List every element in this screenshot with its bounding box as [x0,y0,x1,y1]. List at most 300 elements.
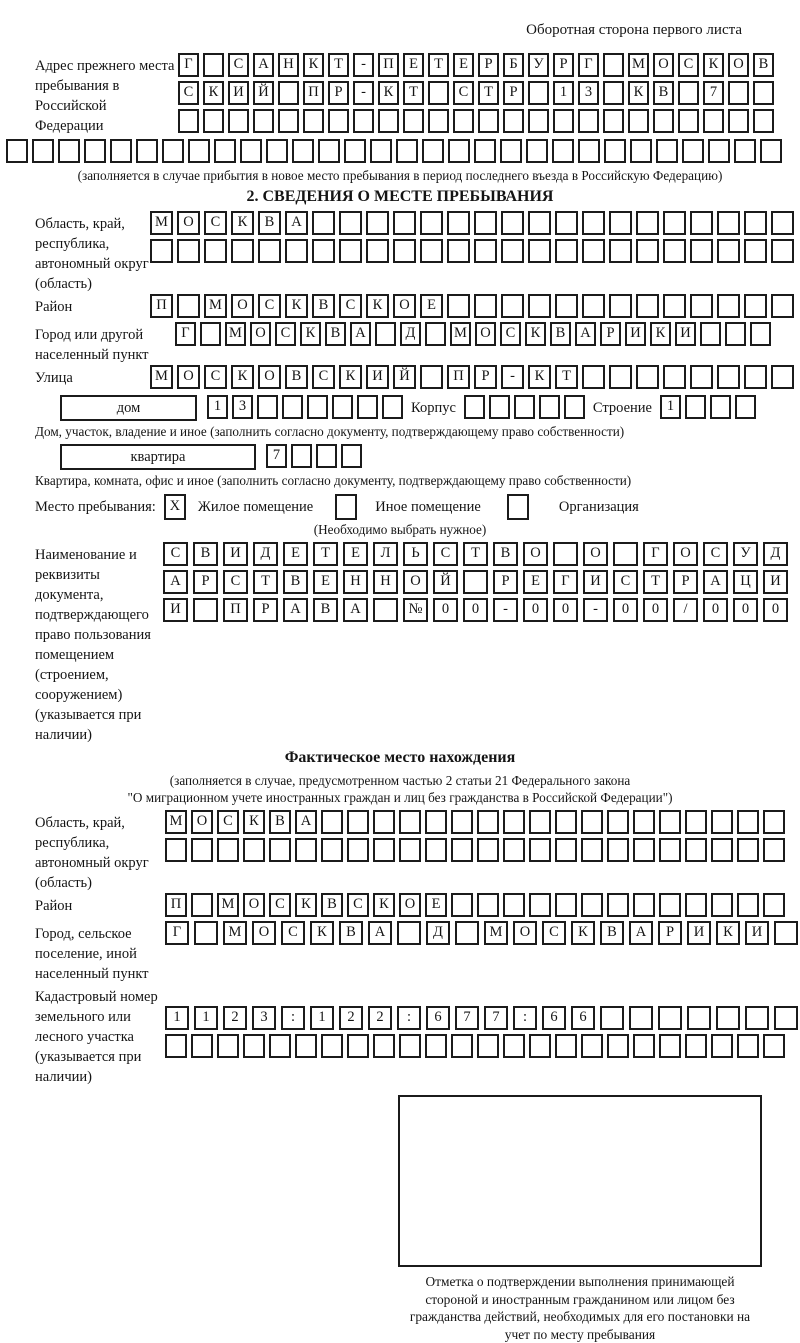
char-cell[interactable]: А [343,598,368,622]
char-cell[interactable] [269,1034,291,1058]
char-cell[interactable] [307,395,328,419]
char-cell[interactable] [708,139,730,163]
char-cell[interactable] [529,838,551,862]
char-cell[interactable] [553,109,574,133]
char-cell[interactable]: В [600,921,624,945]
char-cell[interactable] [703,109,724,133]
char-cell[interactable] [165,1034,187,1058]
char-cell[interactable] [243,838,265,862]
char-cell[interactable]: В [285,365,308,389]
char-cell[interactable] [656,139,678,163]
char-cell[interactable]: 7 [484,1006,508,1030]
char-cell[interactable] [711,1034,733,1058]
char-cell[interactable] [613,542,638,566]
char-cell[interactable] [734,139,756,163]
char-cell[interactable] [663,211,686,235]
char-cell[interactable] [316,444,337,468]
char-cell[interactable] [269,838,291,862]
char-cell[interactable]: В [550,322,571,346]
char-cell[interactable] [607,1034,629,1058]
char-cell[interactable]: 7 [266,444,287,468]
char-cell[interactable] [464,395,485,419]
char-cell[interactable] [682,139,704,163]
char-cell[interactable]: Т [403,81,424,105]
char-cell[interactable] [231,239,254,263]
char-cell[interactable]: П [165,893,187,917]
char-cell[interactable]: С [433,542,458,566]
char-cell[interactable] [328,109,349,133]
char-cell[interactable]: Р [474,365,497,389]
char-cell[interactable] [136,139,158,163]
char-cell[interactable] [373,598,398,622]
char-cell[interactable] [581,810,603,834]
char-cell[interactable] [447,239,470,263]
char-cell[interactable]: С [223,570,248,594]
char-cell[interactable]: И [366,365,389,389]
char-cell[interactable] [382,395,403,419]
char-cell[interactable]: - [353,53,374,77]
char-cell[interactable] [609,294,632,318]
char-cell[interactable]: И [223,542,248,566]
char-cell[interactable]: С [269,893,291,917]
char-cell[interactable]: 0 [463,598,488,622]
char-cell[interactable] [58,139,80,163]
char-cell[interactable]: К [243,810,265,834]
char-cell[interactable]: Д [400,322,421,346]
char-cell[interactable] [678,81,699,105]
char-cell[interactable] [760,139,782,163]
char-cell[interactable] [347,838,369,862]
char-cell[interactable]: В [321,893,343,917]
char-cell[interactable]: 7 [455,1006,479,1030]
char-cell[interactable] [528,294,551,318]
char-cell[interactable] [318,139,340,163]
char-cell[interactable]: Р [673,570,698,594]
char-cell[interactable] [422,139,444,163]
char-cell[interactable] [321,810,343,834]
char-cell[interactable] [659,893,681,917]
char-cell[interactable]: В [193,542,218,566]
char-cell[interactable]: С [453,81,474,105]
char-cell[interactable] [420,211,443,235]
char-cell[interactable]: 7 [703,81,724,105]
char-cell[interactable]: Р [503,81,524,105]
char-cell[interactable] [555,1034,577,1058]
char-cell[interactable] [771,239,794,263]
char-cell[interactable] [687,1006,711,1030]
char-cell[interactable] [609,239,632,263]
char-cell[interactable]: А [703,570,728,594]
char-cell[interactable] [690,365,713,389]
char-cell[interactable]: Т [253,570,278,594]
char-cell[interactable] [529,893,551,917]
char-cell[interactable]: 0 [643,598,668,622]
char-cell[interactable]: О [728,53,749,77]
char-cell[interactable]: К [295,893,317,917]
char-cell[interactable]: Т [313,542,338,566]
char-cell[interactable]: С [178,81,199,105]
char-cell[interactable] [474,239,497,263]
char-cell[interactable]: П [150,294,173,318]
char-cell[interactable] [344,139,366,163]
char-cell[interactable]: Д [253,542,278,566]
char-cell[interactable]: С [228,53,249,77]
char-cell[interactable]: Р [493,570,518,594]
char-cell[interactable]: Е [343,542,368,566]
char-cell[interactable]: Е [420,294,443,318]
char-cell[interactable] [455,921,479,945]
char-cell[interactable]: П [378,53,399,77]
char-cell[interactable] [555,810,577,834]
char-cell[interactable] [366,239,389,263]
char-cell[interactable] [393,239,416,263]
char-cell[interactable] [690,211,713,235]
char-cell[interactable] [529,1034,551,1058]
char-cell[interactable]: И [228,81,249,105]
char-cell[interactable]: 2 [223,1006,247,1030]
char-cell[interactable]: А [350,322,371,346]
char-cell[interactable] [663,365,686,389]
char-cell[interactable]: М [223,921,247,945]
char-cell[interactable] [528,211,551,235]
char-cell[interactable] [243,1034,265,1058]
char-cell[interactable]: Р [553,53,574,77]
char-cell[interactable] [514,395,535,419]
char-cell[interactable]: О [177,365,200,389]
char-cell[interactable] [658,1006,682,1030]
char-cell[interactable] [716,1006,740,1030]
char-cell[interactable] [663,239,686,263]
char-cell[interactable]: - [501,365,524,389]
char-cell[interactable]: Д [426,921,450,945]
char-cell[interactable] [604,139,626,163]
char-cell[interactable] [347,810,369,834]
char-cell[interactable] [399,838,421,862]
char-cell[interactable] [603,81,624,105]
char-cell[interactable]: У [733,542,758,566]
char-cell[interactable] [214,139,236,163]
char-cell[interactable] [678,109,699,133]
char-cell[interactable] [659,1034,681,1058]
char-cell[interactable] [555,294,578,318]
char-cell[interactable] [581,893,603,917]
char-cell[interactable]: 1 [660,395,681,419]
char-cell[interactable] [321,1034,343,1058]
char-cell[interactable] [477,838,499,862]
char-cell[interactable]: М [204,294,227,318]
char-cell[interactable]: В [493,542,518,566]
char-cell[interactable] [397,921,421,945]
char-cell[interactable] [774,921,798,945]
char-cell[interactable] [477,1034,499,1058]
char-cell[interactable]: 2 [368,1006,392,1030]
char-cell[interactable]: И [687,921,711,945]
char-cell[interactable]: Г [165,921,189,945]
char-cell[interactable] [659,838,681,862]
char-cell[interactable]: М [450,322,471,346]
char-cell[interactable] [448,139,470,163]
char-cell[interactable]: К [231,365,254,389]
char-cell[interactable]: С [258,294,281,318]
char-cell[interactable]: О [399,893,421,917]
char-cell[interactable] [539,395,560,419]
char-cell[interactable] [32,139,54,163]
char-cell[interactable]: В [325,322,346,346]
char-cell[interactable] [341,444,362,468]
char-cell[interactable] [607,810,629,834]
char-cell[interactable]: П [223,598,248,622]
char-cell[interactable]: С [542,921,566,945]
char-cell[interactable]: Л [373,542,398,566]
char-cell[interactable] [717,365,740,389]
char-cell[interactable] [503,893,525,917]
char-cell[interactable]: 0 [553,598,578,622]
char-cell[interactable] [728,81,749,105]
char-cell[interactable] [489,395,510,419]
char-cell[interactable] [339,211,362,235]
char-cell[interactable]: М [217,893,239,917]
char-cell[interactable]: К [628,81,649,105]
char-cell[interactable]: С [703,542,728,566]
char-cell[interactable]: В [258,211,281,235]
char-cell[interactable] [710,395,731,419]
char-cell[interactable] [266,139,288,163]
char-cell[interactable] [321,838,343,862]
char-cell[interactable]: П [303,81,324,105]
char-cell[interactable]: К [310,921,334,945]
char-cell[interactable] [582,239,605,263]
char-cell[interactable] [474,294,497,318]
char-cell[interactable]: М [150,365,173,389]
char-cell[interactable]: С [217,810,239,834]
char-cell[interactable] [357,395,378,419]
char-cell[interactable]: О [177,211,200,235]
char-cell[interactable]: Г [553,570,578,594]
char-cell[interactable]: А [283,598,308,622]
char-cell[interactable]: О [523,542,548,566]
char-cell[interactable]: Д [763,542,788,566]
char-cell[interactable] [582,365,605,389]
char-cell[interactable]: В [339,921,363,945]
char-cell[interactable]: О [393,294,416,318]
char-cell[interactable] [744,211,767,235]
char-cell[interactable]: Т [643,570,668,594]
char-cell[interactable]: Н [373,570,398,594]
char-cell[interactable] [500,139,522,163]
char-cell[interactable]: А [163,570,188,594]
char-cell[interactable] [258,239,281,263]
checkbox-residential[interactable]: X [164,494,186,520]
char-cell[interactable] [332,395,353,419]
char-cell[interactable] [633,810,655,834]
char-cell[interactable] [528,239,551,263]
char-cell[interactable] [636,211,659,235]
char-cell[interactable] [474,211,497,235]
char-cell[interactable] [339,239,362,263]
char-cell[interactable]: Т [555,365,578,389]
char-cell[interactable]: Ь [403,542,428,566]
char-cell[interactable] [600,1006,624,1030]
char-cell[interactable] [347,1034,369,1058]
char-cell[interactable] [110,139,132,163]
char-cell[interactable] [278,81,299,105]
char-cell[interactable] [162,139,184,163]
char-cell[interactable] [282,395,303,419]
char-cell[interactable] [636,239,659,263]
char-cell[interactable]: 1 [165,1006,189,1030]
char-cell[interactable] [744,365,767,389]
char-cell[interactable]: О [252,921,276,945]
char-cell[interactable] [700,322,721,346]
char-cell[interactable] [636,365,659,389]
char-cell[interactable] [609,211,632,235]
char-cell[interactable]: С [275,322,296,346]
char-cell[interactable] [177,239,200,263]
char-cell[interactable] [582,294,605,318]
char-cell[interactable] [685,838,707,862]
char-cell[interactable]: О [403,570,428,594]
char-cell[interactable] [737,810,759,834]
char-cell[interactable]: А [285,211,308,235]
char-cell[interactable] [403,109,424,133]
char-cell[interactable] [774,1006,798,1030]
char-cell[interactable] [312,239,335,263]
char-cell[interactable] [685,893,707,917]
char-cell[interactable] [253,109,274,133]
char-cell[interactable]: И [583,570,608,594]
char-cell[interactable]: Т [463,542,488,566]
char-cell[interactable] [194,921,218,945]
char-cell[interactable]: Е [313,570,338,594]
char-cell[interactable] [503,838,525,862]
char-cell[interactable]: К [366,294,389,318]
char-cell[interactable] [763,1034,785,1058]
char-cell[interactable] [451,1034,473,1058]
char-cell[interactable]: 0 [703,598,728,622]
char-cell[interactable] [425,810,447,834]
char-cell[interactable] [193,598,218,622]
char-cell[interactable] [763,893,785,917]
char-cell[interactable]: М [225,322,246,346]
char-cell[interactable] [633,893,655,917]
char-cell[interactable]: О [250,322,271,346]
char-cell[interactable] [555,211,578,235]
char-cell[interactable]: А [575,322,596,346]
char-cell[interactable] [737,893,759,917]
char-cell[interactable] [177,294,200,318]
char-cell[interactable]: К [339,365,362,389]
char-cell[interactable]: : [513,1006,537,1030]
char-cell[interactable] [629,1006,653,1030]
char-cell[interactable] [555,838,577,862]
char-cell[interactable] [447,211,470,235]
char-cell[interactable]: Е [453,53,474,77]
char-cell[interactable] [353,109,374,133]
char-cell[interactable]: В [753,53,774,77]
char-cell[interactable]: К [203,81,224,105]
char-cell[interactable] [581,1034,603,1058]
char-cell[interactable]: 6 [426,1006,450,1030]
char-cell[interactable] [633,1034,655,1058]
char-cell[interactable] [735,395,756,419]
char-cell[interactable] [373,1034,395,1058]
char-cell[interactable]: Е [403,53,424,77]
char-cell[interactable] [503,1034,525,1058]
char-cell[interactable] [630,139,652,163]
char-cell[interactable]: 3 [578,81,599,105]
char-cell[interactable]: Г [578,53,599,77]
char-cell[interactable] [501,211,524,235]
char-cell[interactable]: С [613,570,638,594]
char-cell[interactable] [228,109,249,133]
char-cell[interactable]: - [353,81,374,105]
char-cell[interactable] [451,893,473,917]
char-cell[interactable] [663,294,686,318]
char-cell[interactable] [744,294,767,318]
char-cell[interactable] [150,239,173,263]
char-cell[interactable]: М [628,53,649,77]
char-cell[interactable]: 1 [194,1006,218,1030]
char-cell[interactable]: К [378,81,399,105]
char-cell[interactable] [750,322,771,346]
char-cell[interactable] [370,139,392,163]
char-cell[interactable] [393,211,416,235]
char-cell[interactable] [285,239,308,263]
char-cell[interactable] [84,139,106,163]
char-cell[interactable] [526,139,548,163]
char-cell[interactable] [728,109,749,133]
char-cell[interactable]: С [500,322,521,346]
char-cell[interactable] [725,322,746,346]
char-cell[interactable]: 1 [553,81,574,105]
char-cell[interactable]: Р [193,570,218,594]
char-cell[interactable]: У [528,53,549,77]
char-cell[interactable]: С [312,365,335,389]
char-cell[interactable] [685,810,707,834]
char-cell[interactable] [447,294,470,318]
char-cell[interactable]: Р [253,598,278,622]
char-cell[interactable]: Р [478,53,499,77]
char-cell[interactable] [477,893,499,917]
char-cell[interactable]: О [191,810,213,834]
char-cell[interactable]: С [163,542,188,566]
char-cell[interactable]: С [281,921,305,945]
char-cell[interactable] [378,109,399,133]
char-cell[interactable] [628,109,649,133]
char-cell[interactable]: А [629,921,653,945]
char-cell[interactable] [200,322,221,346]
char-cell[interactable] [603,53,624,77]
char-cell[interactable]: П [447,365,470,389]
char-cell[interactable]: В [312,294,335,318]
char-cell[interactable]: Р [600,322,621,346]
char-cell[interactable]: О [243,893,265,917]
char-cell[interactable]: Т [428,53,449,77]
char-cell[interactable] [771,294,794,318]
char-cell[interactable] [737,838,759,862]
char-cell[interactable] [451,838,473,862]
char-cell[interactable]: Н [343,570,368,594]
char-cell[interactable] [178,109,199,133]
char-cell[interactable]: К [525,322,546,346]
char-cell[interactable]: И [625,322,646,346]
char-cell[interactable] [6,139,28,163]
char-cell[interactable] [257,395,278,419]
char-cell[interactable]: Е [523,570,548,594]
char-cell[interactable]: : [281,1006,305,1030]
char-cell[interactable] [204,239,227,263]
char-cell[interactable] [711,810,733,834]
